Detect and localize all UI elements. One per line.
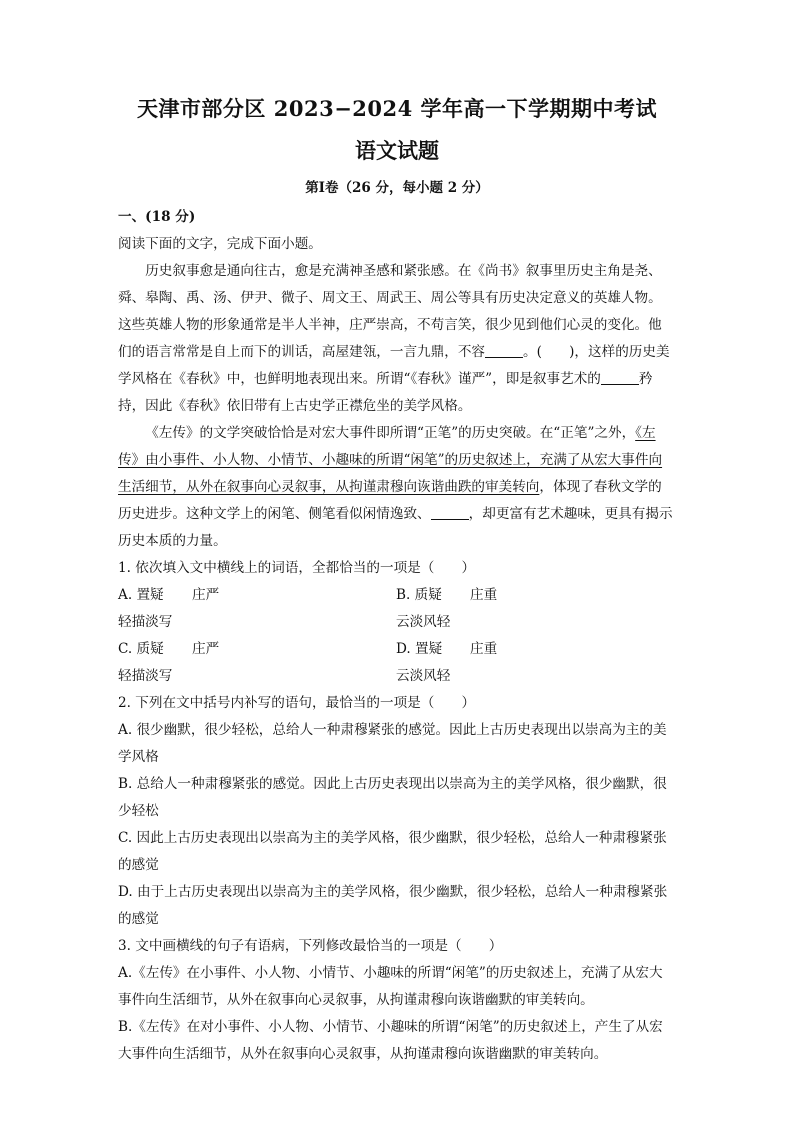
passage-paragraph-1	[118, 258, 674, 420]
question-2-option-c: C. 因此上古历史表现出以崇高为主的美学风格，很少幽默，很少轻松，总给人一种肃穆紧张的感觉	[118, 830, 667, 873]
option-word: 云淡风轻	[396, 614, 451, 630]
passage-text: ，体现了春秋文学的历史进步。这种文学上的闲笔、侧笔看似闲情逸致、	[118, 479, 662, 522]
passage-text: 矜持，因此《春秋》依旧带有上古史学正襟危坐的美学风格。	[118, 371, 653, 414]
fill-blank-3	[431, 503, 469, 520]
option-word: B. 质疑	[396, 587, 442, 603]
fill-blank-2	[601, 368, 639, 385]
section-heading: 一、(18 分)	[118, 209, 196, 225]
option-b	[396, 582, 674, 636]
question-2-option-d: D. 由于上古历史表现出以崇高为主的美学风格，很少幽默，很少轻松，总给人一种肃穆紧张的感觉	[118, 884, 668, 927]
option-word: 轻描淡写	[118, 614, 173, 630]
option-a	[118, 582, 396, 636]
passage-text: 历史叙事愈是通向往古，愈是充满神圣感和紧张感。在《尚书》叙事里历史主角是尧、舜、皋陶、禹、汤、伊尹、微子、周文王、周武王、周公等具有历史决定意义的英雄人物。这些英雄人物的形象通常是半人半神，庄严崇高，不苟言笑，很少见到他们心灵的变化。他们的语言常常是自上而下的训话，高屋建瓴，一言九鼎，不容	[118, 263, 662, 360]
option-c	[118, 636, 396, 690]
passage-text: ，却更富有艺术趣味，更具有揭示历史本质的力量。	[118, 506, 673, 549]
option-word: 云淡风轻	[396, 668, 451, 684]
exam-subtitle: 语文试题	[355, 138, 439, 163]
reading-instruction: 阅读下面的文字，完成下面小题。	[118, 236, 322, 252]
passage-text: 。( )，这样的历史美学风格在《春秋》中，也鲜明地表现出来。所谓“《春秋》谨严”，即是叙事艺术的	[118, 344, 670, 387]
option-word: 轻描淡写	[118, 668, 173, 684]
option-word: 庄严	[192, 587, 220, 603]
underlined-sentence: 《左传》由小事件、小人物、小情节、小趣味的所谓“闲笔”的历史叙述上，充满了从宏大事件向生活细节，从外在叙事向心灵叙事，从拘谨肃穆向诙谐曲跌的审美转向	[118, 425, 663, 495]
question-1-options-row-2	[118, 636, 674, 690]
fill-blank-1	[485, 341, 523, 358]
question-1-stem: 1. 依次填入文中横线上的词语，全都恰当的一项是（ ）	[118, 560, 476, 576]
option-word: A. 置疑	[118, 587, 164, 603]
option-d	[396, 636, 674, 690]
question-2-option-b: B. 总给人一种肃穆紧张的感觉。因此上古历史表现出以崇高为主的美学风格，很少幽默，很少轻松	[118, 776, 667, 819]
question-2-option-a: A. 很少幽默，很少轻松，总给人一种肃穆紧张的感觉。因此上古历史表现出以崇高为主的美学风格	[118, 722, 667, 765]
passage-paragraph-2	[118, 420, 674, 555]
option-word: 庄重	[470, 587, 498, 603]
passage-text: 《左传》的文学突破恰恰是对宏大事件即所谓“正笔”的历史突破。在“正笔”之外，	[145, 425, 636, 441]
option-word: D. 置疑	[396, 641, 443, 657]
question-3-option-b: B.《左传》在对小事件、小人物、小情节、小趣味的所谓“闲笔”的历史叙述上，产生了从宏大事件向生活细节，从外在叙事向心灵叙事，从拘谨肃穆向诙谐幽默的审美转向。	[118, 1019, 663, 1062]
option-word: 庄重	[470, 641, 498, 657]
question-2-stem: 2. 下列在文中括号内补写的语句，最恰当的一项是（ ）	[118, 695, 476, 711]
volume-heading: 第Ⅰ卷（26 分，每小题 2 分）	[305, 180, 489, 196]
question-3-option-a: A.《左传》在小事件、小人物、小情节、小趣味的所谓“闲笔”的历史叙述上，充满了从宏大事件向生活细节，从外在叙事向心灵叙事，从拘谨肃穆向诙谐幽默的审美转向。	[118, 965, 663, 1008]
option-word: 庄严	[192, 641, 220, 657]
exam-title: 天津市部分区 2023−2024 学年高一下学期期中考试	[136, 96, 658, 121]
option-word: C. 质疑	[118, 641, 164, 657]
question-1-options-row-1	[118, 582, 674, 636]
exam-content	[118, 204, 674, 1068]
question-3-stem: 3. 文中画横线的句子有语病，下列修改最恰当的一项是（ ）	[118, 938, 503, 954]
